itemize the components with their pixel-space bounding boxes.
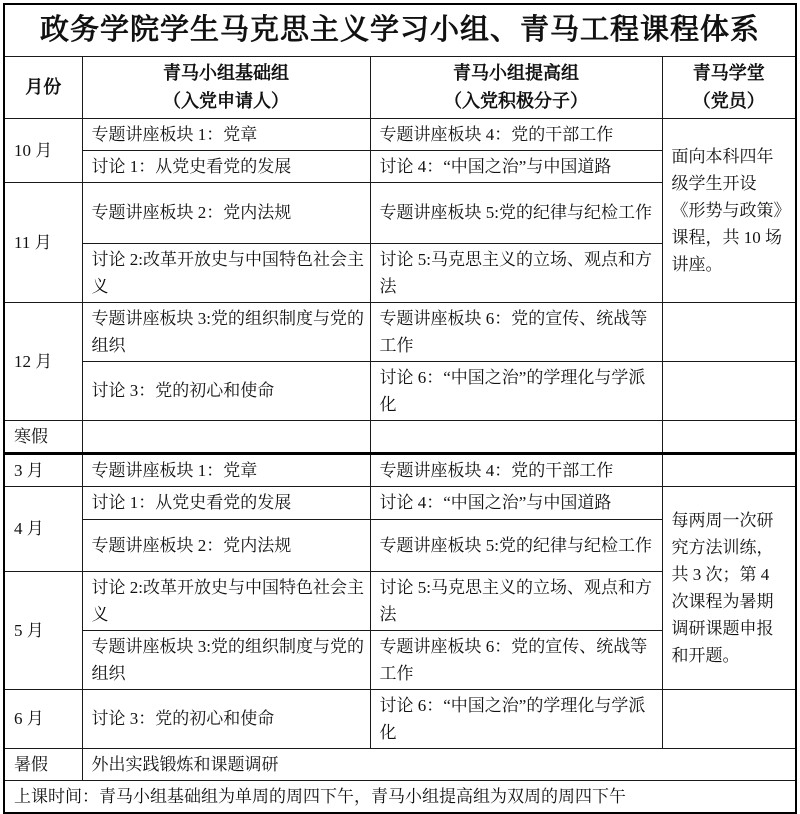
cell-winter-advanced-empty <box>370 420 662 453</box>
cell-jun-basic-talk3: 讨论 3：党的初心和使命 <box>82 689 370 748</box>
cell-nov-advanced-talk5: 讨论 5:马克思主义的立场、观点和方法 <box>370 243 662 302</box>
cell-mar-academy-empty <box>662 453 796 486</box>
cell-jun-academy-empty <box>662 689 796 748</box>
cell-winter-basic-empty <box>82 420 370 453</box>
cell-jun-advanced-talk6: 讨论 6：“中国之治”的学理化与学派化 <box>370 689 662 748</box>
page-title: 政务学院学生马克思主义学习小组、青马工程课程体系 <box>4 4 796 56</box>
cell-academy-empty-dec1 <box>662 302 796 361</box>
cell-academy-spring-note: 每两周一次研究方法训练，共 3 次；第 4 次课程为暑期调研课题申报和开题。 <box>662 486 796 689</box>
month-label-nov: 11 月 <box>4 182 82 302</box>
cell-may-basic-lecture3: 专题讲座板块 3:党的组织制度与党的组织 <box>82 630 370 689</box>
cell-apr-basic-talk1: 讨论 1：从党史看党的发展 <box>82 486 370 519</box>
cell-mar-basic-lecture1: 专题讲座板块 1：党章 <box>82 453 370 486</box>
cell-winter-academy-empty <box>662 420 796 453</box>
cell-oct-advanced-lecture4: 专题讲座板块 4：党的干部工作 <box>370 118 662 150</box>
cell-dec-advanced-talk6: 讨论 6：“中国之治”的学理化与学派化 <box>370 361 662 420</box>
month-label-dec: 12 月 <box>4 302 82 420</box>
cell-apr-advanced-talk4: 讨论 4：“中国之治”与中国道路 <box>370 486 662 519</box>
cell-may-basic-talk2: 讨论 2:改革开放史与中国特色社会主义 <box>82 571 370 630</box>
month-label-oct: 10 月 <box>4 118 82 182</box>
column-header-month: 月份 <box>4 56 82 118</box>
column-header-basic-group <box>82 56 370 118</box>
month-label-mar: 3 月 <box>4 453 82 486</box>
basic-group-title: 青马小组基础组 <box>163 63 289 83</box>
cell-nov-basic-lecture2: 专题讲座板块 2：党内法规 <box>82 182 370 243</box>
cell-may-advanced-lecture6: 专题讲座板块 6：党的宣传、统战等工作 <box>370 630 662 689</box>
cell-oct-basic-talk1: 讨论 1：从党史看党的发展 <box>82 150 370 182</box>
cell-nov-basic-talk2: 讨论 2:改革开放史与中国特色社会主义 <box>82 243 370 302</box>
basic-group-subtitle: （入党申请人） <box>163 91 289 111</box>
month-label-summer-break: 暑假 <box>4 748 82 780</box>
class-time-note: 上课时间：青马小组基础组为单周的周四下午，青马小组提高组为双周的周四下午 <box>4 780 796 813</box>
advanced-group-title: 青马小组提高组 <box>453 63 579 83</box>
cell-academy-empty-dec2 <box>662 361 796 420</box>
academy-subtitle: （党员） <box>692 91 765 111</box>
column-header-advanced-group <box>370 56 662 118</box>
cell-oct-basic-lecture1: 专题讲座板块 1：党章 <box>82 118 370 150</box>
course-schedule-table <box>3 3 797 814</box>
cell-apr-advanced-lecture5: 专题讲座板块 5:党的纪律与纪检工作 <box>370 519 662 571</box>
cell-dec-basic-lecture3: 专题讲座板块 3:党的组织制度与党的组织 <box>82 302 370 361</box>
cell-dec-basic-talk3: 讨论 3：党的初心和使命 <box>82 361 370 420</box>
cell-nov-advanced-lecture5: 专题讲座板块 5:党的纪律与纪检工作 <box>370 182 662 243</box>
cell-apr-basic-lecture2: 专题讲座板块 2：党内法规 <box>82 519 370 571</box>
column-header-academy <box>662 56 796 118</box>
academy-title: 青马学堂 <box>692 63 765 83</box>
cell-dec-advanced-lecture6: 专题讲座板块 6：党的宣传、统战等工作 <box>370 302 662 361</box>
advanced-group-subtitle: （入党积极分子） <box>444 91 588 111</box>
cell-summer-activity: 外出实践锻炼和课题调研 <box>82 748 796 780</box>
cell-academy-fall-note: 面向本科四年级学生开设《形势与政策》课程，共 10 场讲座。 <box>662 118 796 302</box>
cell-mar-advanced-lecture4: 专题讲座板块 4：党的干部工作 <box>370 453 662 486</box>
month-label-winter-break: 寒假 <box>4 420 82 453</box>
month-label-jun: 6 月 <box>4 689 82 748</box>
cell-may-advanced-talk5: 讨论 5:马克思主义的立场、观点和方法 <box>370 571 662 630</box>
month-label-may: 5 月 <box>4 571 82 689</box>
cell-oct-advanced-talk4: 讨论 4：“中国之治”与中国道路 <box>370 150 662 182</box>
month-label-apr: 4 月 <box>4 486 82 571</box>
